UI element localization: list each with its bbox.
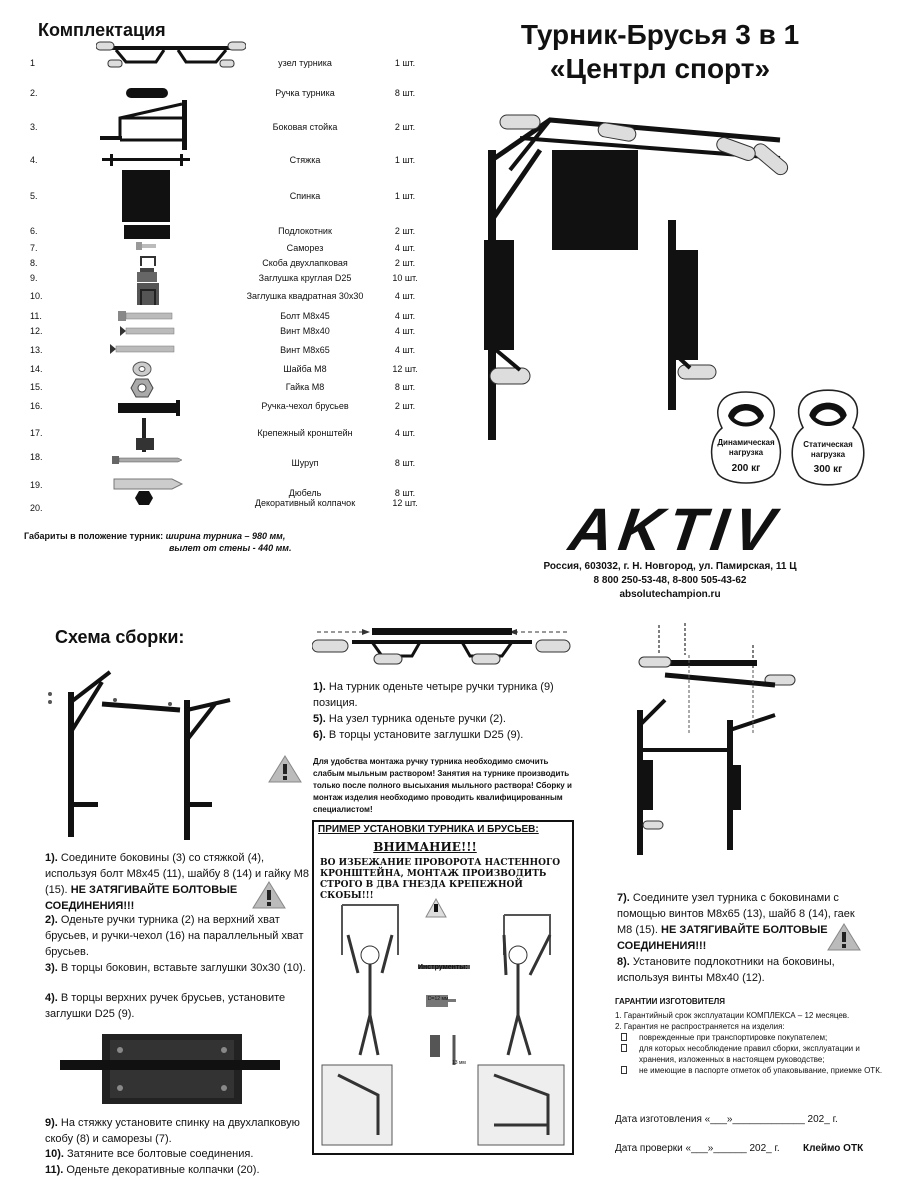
warranty-sub-3 bbox=[615, 1065, 885, 1076]
part-name: Ручка турника bbox=[275, 88, 335, 98]
warranty-sub-1 bbox=[615, 1032, 885, 1043]
part-image-tie-bar bbox=[100, 152, 192, 168]
warranty-section bbox=[615, 996, 885, 1076]
part-name: Крепежный кронштейн bbox=[257, 428, 353, 438]
part-name: Заглушка квадратная 30х30 bbox=[246, 291, 364, 301]
step-top-1-num: 1). bbox=[313, 681, 326, 693]
brand-logo: AKTIV bbox=[565, 496, 785, 563]
step-left-9-text: На стяжку установите спинку на двухлапковую скобу (8) и саморезы (7). bbox=[45, 1117, 300, 1145]
part-quantity: 4 шт. bbox=[394, 326, 416, 336]
part-image-wood-screw bbox=[112, 455, 184, 465]
part-quantity: 8 шт. bbox=[394, 488, 416, 498]
warning-icon bbox=[268, 754, 302, 784]
parts-list-row bbox=[0, 382, 470, 398]
part-quantity: 2 шт. bbox=[394, 122, 416, 132]
part-image-screw-m8x65 bbox=[110, 344, 176, 354]
assembly-title: Схема сборки: bbox=[55, 627, 185, 647]
installation-example-title: ПРИМЕР УСТАНОВКИ ТУРНИКА И БРУСЬЕВ: bbox=[318, 824, 539, 835]
step-left-1-num: 1). bbox=[45, 852, 58, 864]
parts-list-row bbox=[0, 311, 470, 327]
step-right-8-text: Установите подлокотники на боковины, используя винты М8х40 (12). bbox=[617, 956, 835, 984]
step-left-10 bbox=[45, 1146, 315, 1162]
parts-list-row bbox=[0, 258, 470, 274]
part-quantity: 4 шт. bbox=[394, 345, 416, 355]
part-number: 8. bbox=[30, 258, 38, 268]
part-quantity: 2 шт. bbox=[394, 258, 416, 268]
part-name: Боковая стойка bbox=[272, 122, 338, 132]
part-name: Декоративный колпачок bbox=[254, 498, 356, 508]
parts-list-row bbox=[0, 273, 470, 289]
step-left-3-num: 3). bbox=[45, 962, 58, 974]
step-left-4-num: 4). bbox=[45, 992, 58, 1004]
part-number: 1 bbox=[30, 58, 36, 68]
part-number: 10. bbox=[30, 291, 43, 301]
parts-list-row bbox=[0, 191, 470, 207]
part-quantity: 1 шт. bbox=[394, 155, 416, 165]
parts-list-row bbox=[0, 88, 470, 104]
step-top-1-text: На турник оденьте четыре ручки турника (9) позиция. bbox=[313, 681, 554, 709]
step-left-10-text: Затяните все болтовые соединения. bbox=[67, 1148, 254, 1160]
step-left-2-num: 2). bbox=[45, 914, 58, 926]
attention-heading: ВНИМАНИЕ!!! bbox=[373, 840, 477, 854]
wrench-size-label: 13 мм bbox=[452, 1060, 466, 1066]
brand-phones: 8 800 250-53-48, 8-800 505-43-62 bbox=[593, 575, 747, 586]
part-number: 20. bbox=[30, 503, 43, 513]
parts-list-row bbox=[0, 482, 470, 498]
warranty-item-2: 2. Гарантия не распространяется на изделия: bbox=[615, 1022, 785, 1031]
part-number: 13. bbox=[30, 345, 43, 355]
parts-list-row bbox=[0, 243, 470, 259]
step-right-7-text: Соедините узел турника с боковинами с помощью винтов М8х65 (13), шайб 8 (14), гаек М8 (15). bbox=[617, 892, 855, 936]
part-name: Болт М8х45 bbox=[280, 311, 330, 321]
warranty-sub-2-text: для которых несоблюдение правил сборки, эксплуатации и хранения, изложенных в настоящем руководстве; bbox=[639, 1044, 860, 1064]
part-image-decor-cap bbox=[134, 490, 154, 506]
warranty-sub-1-text: поврежденные при транспортировке покупателем; bbox=[639, 1033, 828, 1042]
step-left-11 bbox=[45, 1162, 315, 1178]
step-top-6-text: В торцы установите заглушки D25 (9). bbox=[328, 729, 524, 741]
checkbox-icon bbox=[621, 1066, 627, 1074]
dynamic-load-value: 200 кг bbox=[731, 463, 761, 474]
part-image-screw-m8x40 bbox=[120, 326, 176, 336]
part-number: 5. bbox=[30, 191, 38, 201]
tools-label: Инструменты: bbox=[418, 964, 468, 971]
part-image-bracket bbox=[140, 255, 156, 267]
part-image-square-cap bbox=[136, 282, 160, 306]
step-left-10-num: 10). bbox=[45, 1148, 64, 1160]
part-name: Подлокотник bbox=[278, 226, 332, 236]
step-left-3 bbox=[45, 960, 310, 976]
part-name: Шуруп bbox=[291, 458, 319, 468]
step-left-1-warning: НЕ ЗАТЯГИВАЙТЕ БОЛТОВЫЕ СОЕДИНЕНИЯ!!! bbox=[45, 884, 238, 912]
step-top-1 bbox=[313, 679, 578, 711]
manufacture-date-line: Дата изготовления «___»_____________ 202_ г. bbox=[615, 1114, 838, 1125]
part-number: 15. bbox=[30, 382, 43, 392]
part-image-dowel bbox=[112, 477, 184, 491]
part-number: 16. bbox=[30, 401, 43, 411]
parts-list-row bbox=[0, 428, 470, 444]
part-quantity: 4 шт. bbox=[394, 243, 416, 253]
part-name: Винт М8х65 bbox=[280, 345, 330, 355]
static-load-value: 300 кг bbox=[813, 464, 843, 475]
part-image-bar-assembly bbox=[96, 40, 246, 70]
dims-depth: вылет от стены - 440 мм. bbox=[169, 543, 292, 553]
step-left-4-text: В торцы верхних ручек брусьев, установите заглушки D25 (9). bbox=[45, 992, 286, 1020]
back-pad-illustration bbox=[60, 1030, 280, 1113]
parts-list-row bbox=[0, 345, 470, 361]
part-quantity: 12 шт. bbox=[392, 498, 418, 508]
step-left-1-text: Соедините боковины (3) со стяжкой (4), используя болт М8х45 (11), шайбу 8 (14) и гайку М8 (15). bbox=[45, 852, 310, 896]
part-number: 14. bbox=[30, 364, 43, 374]
step-right-8 bbox=[617, 954, 879, 986]
step-top-6 bbox=[313, 727, 578, 743]
part-number: 7. bbox=[30, 243, 38, 253]
brand-contacts bbox=[500, 560, 840, 602]
product-title-line1: Турник-Брусья 3 в 1 bbox=[520, 19, 800, 50]
assembly-bar-illustration bbox=[312, 620, 572, 675]
warning-icon bbox=[252, 880, 286, 910]
part-image-bolt-m8x45 bbox=[118, 311, 174, 321]
part-image-wall-bracket bbox=[136, 418, 156, 452]
brand-site: absolutechampion.ru bbox=[619, 589, 721, 600]
dims-label: Габариты в положение турник: bbox=[24, 531, 164, 541]
part-image-side-post bbox=[100, 100, 190, 152]
parts-list-row bbox=[0, 155, 470, 171]
part-quantity: 1 шт. bbox=[394, 58, 416, 68]
product-title-line2: «Центрл спорт» bbox=[549, 53, 771, 84]
warranty-title: ГАРАНТИИ ИЗГОТОВИТЕЛЯ bbox=[615, 997, 726, 1006]
parts-list-row bbox=[0, 452, 470, 468]
parts-list-row bbox=[0, 401, 470, 417]
static-load-label: Статическая нагрузка bbox=[803, 440, 853, 459]
part-number: 19. bbox=[30, 480, 43, 490]
part-name: Шайба М8 bbox=[283, 364, 327, 374]
step-left-11-text: Оденьте декоративные колпачки (20). bbox=[66, 1164, 260, 1176]
part-image-grip bbox=[125, 86, 169, 100]
part-quantity: 12 шт. bbox=[392, 364, 418, 374]
warranty-sub-2 bbox=[615, 1043, 885, 1065]
step-left-11-num: 11). bbox=[45, 1164, 64, 1176]
inspection-date-line: Дата проверки «___»______ 202_ г. bbox=[615, 1143, 780, 1154]
part-quantity: 8 шт. bbox=[394, 458, 416, 468]
dims-width: ширина турника – 980 мм, bbox=[165, 531, 286, 541]
part-number: 2. bbox=[30, 88, 38, 98]
part-number: 17. bbox=[30, 428, 43, 438]
part-image-washer bbox=[132, 361, 152, 377]
part-quantity: 10 шт. bbox=[392, 273, 418, 283]
side-frames-illustration bbox=[40, 662, 250, 847]
checkbox-icon bbox=[621, 1044, 627, 1052]
part-image-nut bbox=[130, 378, 154, 398]
part-image-screw bbox=[136, 241, 158, 251]
part-image-armrest bbox=[124, 225, 170, 239]
parts-list-row bbox=[0, 326, 470, 342]
part-name: Саморез bbox=[286, 243, 324, 253]
parts-list-row bbox=[0, 364, 470, 380]
part-name: Дюбель bbox=[288, 488, 322, 498]
part-name: Ручка-чехол брусьев bbox=[261, 401, 349, 411]
step-right-8-num: 8). bbox=[617, 956, 630, 968]
assembled-frame-illustration bbox=[615, 615, 805, 865]
step-left-4 bbox=[45, 990, 310, 1022]
part-number: 6. bbox=[30, 226, 38, 236]
warning-icon bbox=[827, 922, 861, 952]
part-name: Гайка М8 bbox=[285, 382, 325, 392]
part-number: 4. bbox=[30, 155, 38, 165]
step-right-7-num: 7). bbox=[617, 892, 630, 904]
part-number: 3. bbox=[30, 122, 38, 132]
product-title bbox=[480, 18, 840, 86]
part-quantity: 2 шт. bbox=[394, 401, 416, 411]
part-quantity: 8 шт. bbox=[394, 382, 416, 392]
step-right-7-warning: НЕ ЗАТЯГИВАЙТЕ БОЛТОВЫЕ СОЕДИНЕНИЯ!!! bbox=[617, 924, 828, 952]
part-number: 18. bbox=[30, 452, 43, 462]
part-name: узел турника bbox=[278, 58, 332, 68]
step-left-9-num: 9). bbox=[45, 1117, 58, 1129]
part-number: 11. bbox=[30, 311, 42, 321]
part-number: 12. bbox=[30, 326, 43, 336]
step-left-9 bbox=[45, 1115, 315, 1147]
attention-text: ВО ИЗБЕЖАНИЕ ПРОВОРОТА НАСТЕННОГО КРОНШТЕЙНА, МОНТАЖ ПРОИЗВОДИТЬ СТРОГО В ДВА ГНЕЗДА КРЕПЕЖНОЙ СКОБЫ!!! bbox=[320, 858, 561, 901]
warranty-sub-3-text: не имеющие в паспорте отметок об упаковывание, приемке ОТК. bbox=[639, 1066, 883, 1075]
parts-list-row bbox=[0, 498, 470, 514]
part-name: Скоба двухлапковая bbox=[262, 258, 348, 268]
step-top-5-num: 5). bbox=[313, 713, 326, 725]
part-name: Заглушка круглая D25 bbox=[258, 273, 352, 283]
parts-list-row bbox=[0, 226, 470, 242]
drill-size-label: D=12 мм bbox=[428, 996, 449, 1002]
step-left-2-text: Оденьте ручки турника (2) на верхний хват брусьев, и ручки-чехол (16) на параллельный хват брусьев. bbox=[45, 914, 304, 958]
dynamic-load-label: Динамическая нагрузка bbox=[717, 438, 775, 457]
part-image-back-pad bbox=[122, 170, 170, 222]
part-quantity: 2 шт. bbox=[394, 226, 416, 236]
part-quantity: 1 шт. bbox=[394, 191, 416, 201]
part-number: 9. bbox=[30, 273, 38, 283]
part-name: Винт М8х40 bbox=[280, 326, 330, 336]
step-top-6-num: 6). bbox=[313, 729, 326, 741]
parts-list-title: Комплектация bbox=[38, 20, 166, 40]
installation-example-illustration bbox=[318, 895, 570, 1155]
step-top-5 bbox=[313, 711, 578, 727]
part-name: Стяжка bbox=[289, 155, 321, 165]
part-quantity: 4 шт. bbox=[394, 311, 416, 321]
part-image-bar-grip-cover bbox=[118, 400, 184, 416]
qc-stamp-label: Клеймо ОТК bbox=[803, 1143, 864, 1154]
parts-list-row bbox=[0, 122, 470, 138]
part-quantity: 4 шт. bbox=[394, 428, 416, 438]
warranty-item-1: 1. Гарантийный срок эксплуатации КОМПЛЕКСА – 12 месяцев. bbox=[615, 1011, 850, 1020]
dimensions-note bbox=[24, 530, 314, 554]
step-left-2 bbox=[45, 912, 310, 960]
part-name: Спинка bbox=[289, 191, 321, 201]
checkbox-icon bbox=[621, 1033, 627, 1041]
step-left-3-text: В торцы боковин, вставьте заглушки 30х30 (10). bbox=[60, 962, 306, 974]
soap-note: Для удобства монтажа ручку турника необходимо смочить слабым мыльным раствором! Занятия на турнике производить только после полного высыхания мыльного раствора! Сборку и монтаж изделия необходимо проводить квалифицированным специалистом! bbox=[313, 757, 572, 814]
part-quantity: 8 шт. bbox=[394, 88, 416, 98]
brand-address: Россия, 603032, г. Н. Новгород, ул. Памирская, 11 Ц bbox=[543, 561, 797, 572]
parts-list-row bbox=[0, 291, 470, 307]
part-quantity: 4 шт. bbox=[394, 291, 416, 301]
step-top-5-text: На узел турника оденьте ручки (2). bbox=[328, 713, 506, 725]
